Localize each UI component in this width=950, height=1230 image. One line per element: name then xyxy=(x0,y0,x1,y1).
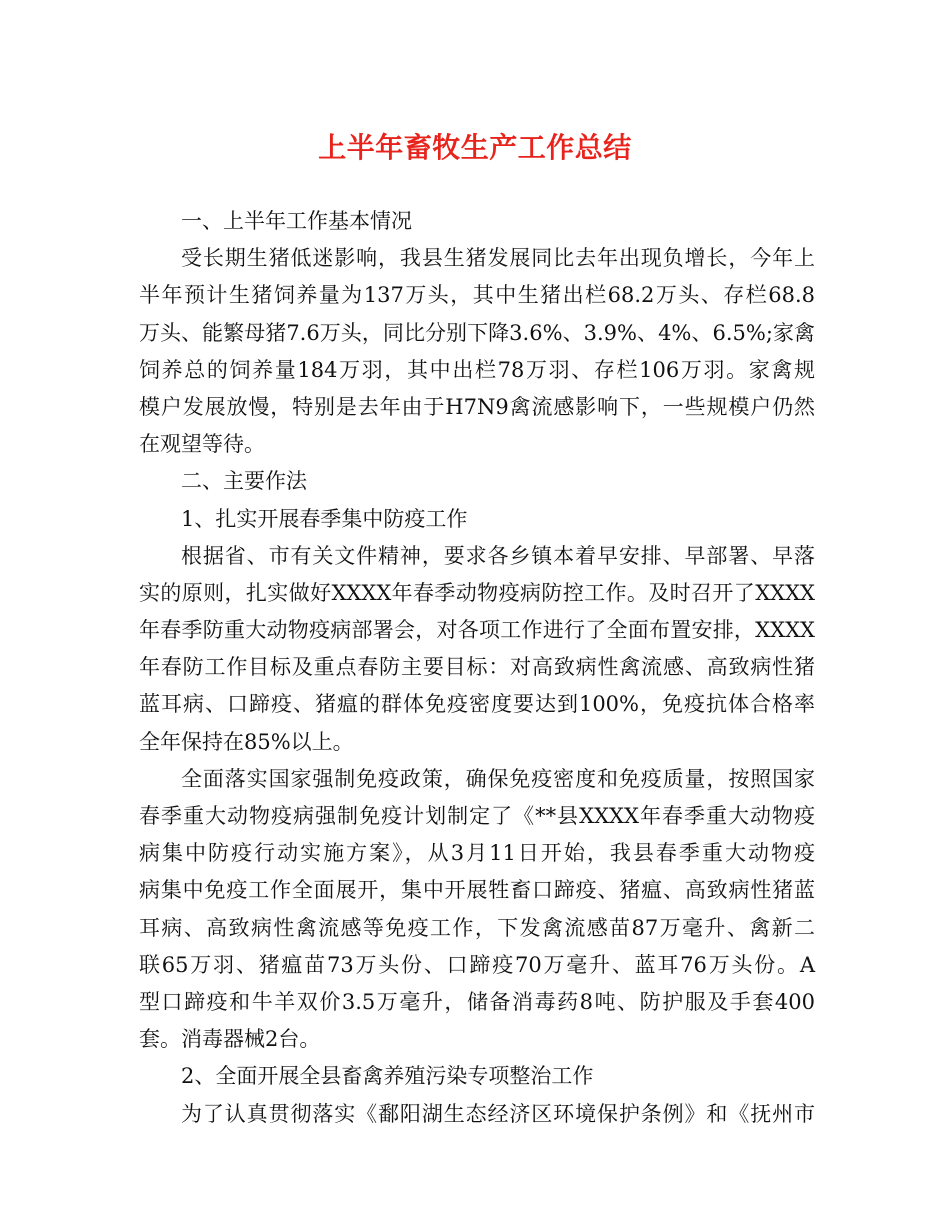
paragraph-line: 万头、能繁母猪7.6万头，同比分别下降3.6%、3.9%、4%、6.5%;家禽 xyxy=(139,320,815,345)
paragraph-line: 病集中免疫工作全面展开，集中开展牲畜口蹄疫、猪瘟、高致病性猪蓝 xyxy=(139,878,815,903)
paragraph-line: 型口蹄疫和牛羊双价3.5万毫升，储备消毒药8吨、防护服及手套400 xyxy=(139,989,815,1014)
paragraph-line: 全年保持在85%以上。 xyxy=(139,729,354,754)
paragraph-line: 根据省、市有关文件精神，要求各乡镇本着早安排、早部署、早落 xyxy=(181,543,815,568)
paragraph-line: 耳病、高致病性禽流感等免疫工作，下发禽流感苗87万毫升、禽新二 xyxy=(139,915,815,940)
section-heading-2: 二、主要作法 xyxy=(181,469,307,494)
paragraph-line: 受长期生猪低迷影响，我县生猪发展同比去年出现负增长，今年上 xyxy=(181,246,815,271)
paragraph-line: 模户发展放慢，特别是去年由于H7N9禽流感影响下，一些规模户仍然 xyxy=(139,394,815,419)
paragraph-line: 在观望等待。 xyxy=(139,432,265,457)
paragraph-line: 蓝耳病、口蹄疫、猪瘟的群体免疫密度要达到100%，免疫抗体合格率 xyxy=(139,692,815,717)
paragraph-line: 联65万羽、猪瘟苗73万头份、口蹄疫70万毫升、蓝耳76万头份。A xyxy=(139,952,815,977)
section-heading-1: 一、上半年工作基本情况 xyxy=(181,209,412,233)
subsection-heading-2: 2、全面开展全县畜禽养殖污染专项整治工作 xyxy=(181,1064,594,1089)
paragraph-line: 为了认真贯彻落实《鄱阳湖生态经济区环境保护条例》和《抚州市 xyxy=(181,1101,815,1126)
document-body xyxy=(139,203,815,1133)
paragraph-line: 病集中防疫行动实施方案》，从3月11日开始，我县春季重大动物疫 xyxy=(139,841,815,866)
paragraph-line: 饲养总的饲养量184万羽，其中出栏78万羽、存栏106万羽。家禽规 xyxy=(139,357,815,382)
paragraph-line: 春季重大动物疫病强制免疫计划制定了《**县XXXX年春季重大动物疫 xyxy=(139,804,815,828)
paragraph-line: 年春防工作目标及重点春防主要目标：对高致病性禽流感、高致病性猪 xyxy=(139,655,815,680)
paragraph-line: 全面落实国家强制免疫政策，确保免疫密度和免疫质量，按照国家 xyxy=(181,766,815,791)
document-title: 上半年畜牧生产工作总结 xyxy=(318,131,632,164)
paragraph-line: 年春季防重大动物疫病部署会，对各项工作进行了全面布置安排，XXXX xyxy=(139,618,815,643)
paragraph-line: 半年预计生猪饲养量为137万头，其中生猪出栏68.2万头、存栏68.8 xyxy=(139,283,815,308)
subsection-heading-1: 1、扎实开展春季集中防疫工作 xyxy=(181,506,468,531)
paragraph-line: 实的原则，扎实做好XXXX年春季动物疫病防控工作。及时召开了XXXX xyxy=(139,580,815,605)
paragraph-line: 套。消毒器械2台。 xyxy=(139,1027,321,1052)
